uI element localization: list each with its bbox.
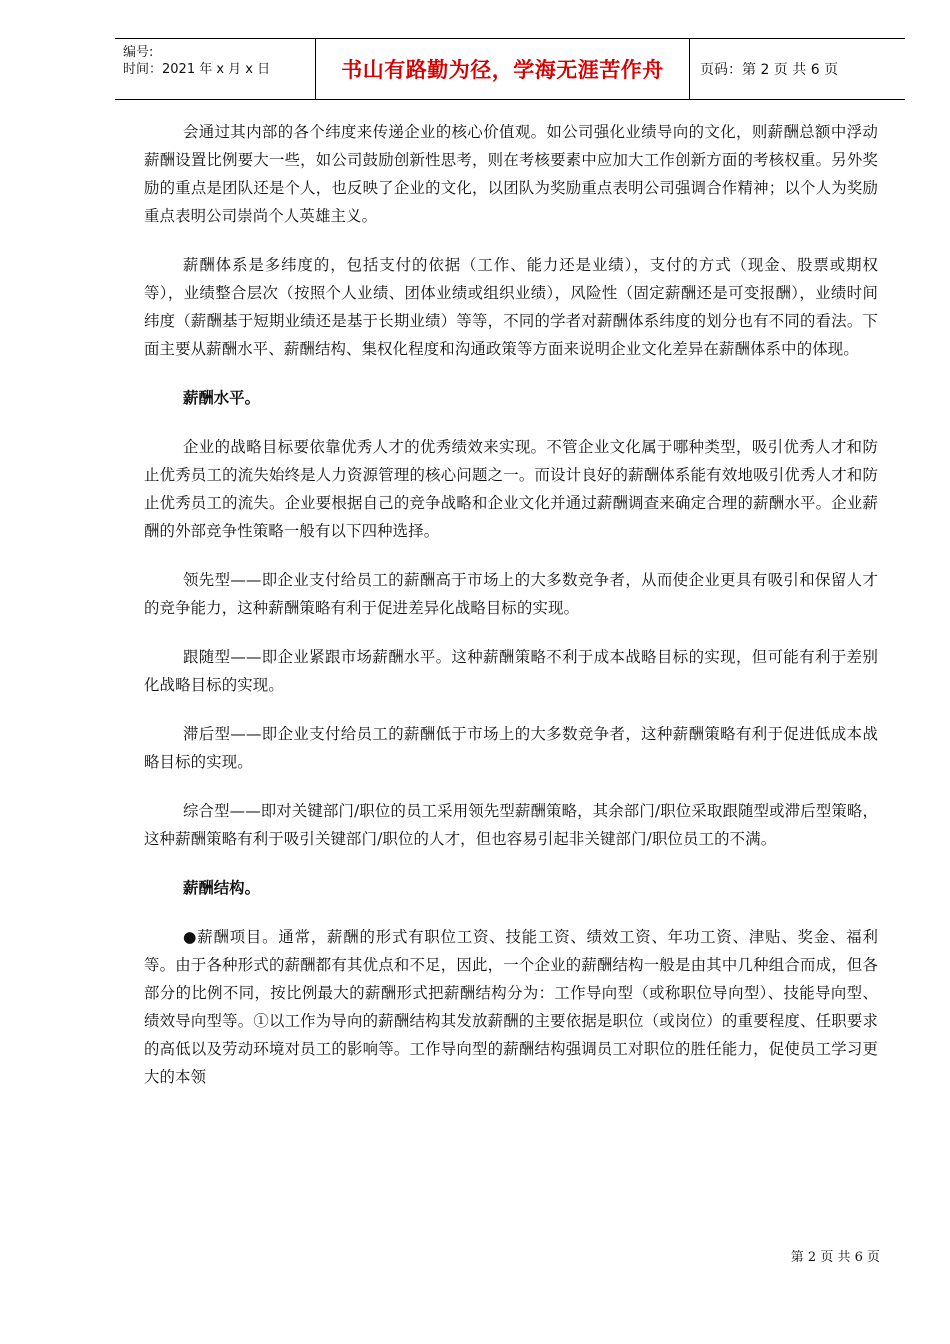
page-footer: 第 2 页 共 6 页 [790, 1250, 880, 1265]
paragraph: 薪酬体系是多纬度的，包括支付的依据（工作、能力还是业绩），支付的方式（现金、股票或期权等），业绩整合层次（按照个人业绩、团体业绩或组织业绩），风险性（固定薪酬还是可变报酬），业绩时间纬度（薪酬基于短期业绩还是基于长期业绩）等等，不同的学者对薪酬体系纬度的划分也有不同的看法。下面主要从薪酬水平、薪酬结构、集权化程度和沟通政策等方面来说明企业文化差异在薪酬体系中的体现。 [144, 256, 878, 358]
paragraph: 滞后型——即企业支付给员工的薪酬低于市场上的大多数竞争者，这种薪酬策略有利于促进低成本战略目标的实现。 [144, 725, 878, 771]
paragraph: ●薪酬项目。通常，薪酬的形式有职位工资、技能工资、绩效工资、年功工资、津贴、奖金、福利等。由于各种形式的薪酬都有其优点和不足，因此，一个企业的薪酬结构一般是由其中几种组合而成，但各部分的比例不同，按比例最大的薪酬形式把薪酬结构分为：工作导向型（或称职位导向型）、技能导向型、绩效导向型等。①以工作为导向的薪酬结构其发放薪酬的主要依据是职位（或岗位）的重要程度、任职要求的高低以及劳动环境对员工的影响等。工作导向型的薪酬结构强调员工对职位的胜任能力，促使员工学习更大的本领 [144, 928, 878, 1086]
paragraph: 领先型——即企业支付给员工的薪酬高于市场上的大多数竞争者，从而使企业更具有吸引和保留人才的竞争能力，这种薪酬策略有利于促进差异化战略目标的实现。 [144, 571, 878, 617]
paragraph: 企业的战略目标要依靠优秀人才的优秀绩效来实现。不管企业文化属于哪种类型，吸引优秀人才和防止优秀员工的流失始终是人力资源管理的核心问题之一。而设计良好的薪酬体系能有效地吸引优秀人才和防止优秀员工的流失。企业要根据自己的竞争战略和企业文化并通过薪酬调查来确定合理的薪酬水平。企业薪酬的外部竞争性策略一般有以下四种选择。 [144, 438, 878, 540]
section-heading: 薪酬结构。 [183, 879, 260, 897]
section-heading: 薪酬水平。 [183, 389, 260, 407]
document-date-label: 时间：2021 年 x 月 x 日 [123, 62, 271, 77]
paragraph: 综合型——即对关键部门/职位的员工采用领先型薪酬策略，其余部门/职位采取跟随型或滞后型策略，这种薪酬策略有利于吸引关键部门/职位的人才，但也容易引起非关键部门/职位员工的不满。 [144, 802, 878, 848]
document-number-label: 编号: [123, 45, 154, 60]
document-body [144, 118, 878, 1112]
header-motto: 书山有路勤为径，学海无涯苦作舟 [316, 39, 690, 99]
header-page-code: 页码：第 2 页 共 6 页 [700, 62, 839, 78]
paragraph: 会通过其内部的各个纬度来传递企业的核心价值观。如公司强化业绩导向的文化，则薪酬总额中浮动薪酬设置比例要大一些，如公司鼓励创新性思考，则在考核要素中应加大工作创新方面的考核权重。另外奖励的重点是团队还是个人，也反映了企业的文化，以团队为奖励重点表明公司强调合作精神；以个人为奖励重点表明公司崇尚个人英雄主义。 [144, 123, 878, 225]
document-header [115, 38, 905, 100]
paragraph: 跟随型——即企业紧跟市场薪酬水平。这种薪酬策略不利于成本战略目标的实现，但可能有利于差别化战略目标的实现。 [144, 648, 878, 694]
header-meta-cell [115, 39, 316, 99]
